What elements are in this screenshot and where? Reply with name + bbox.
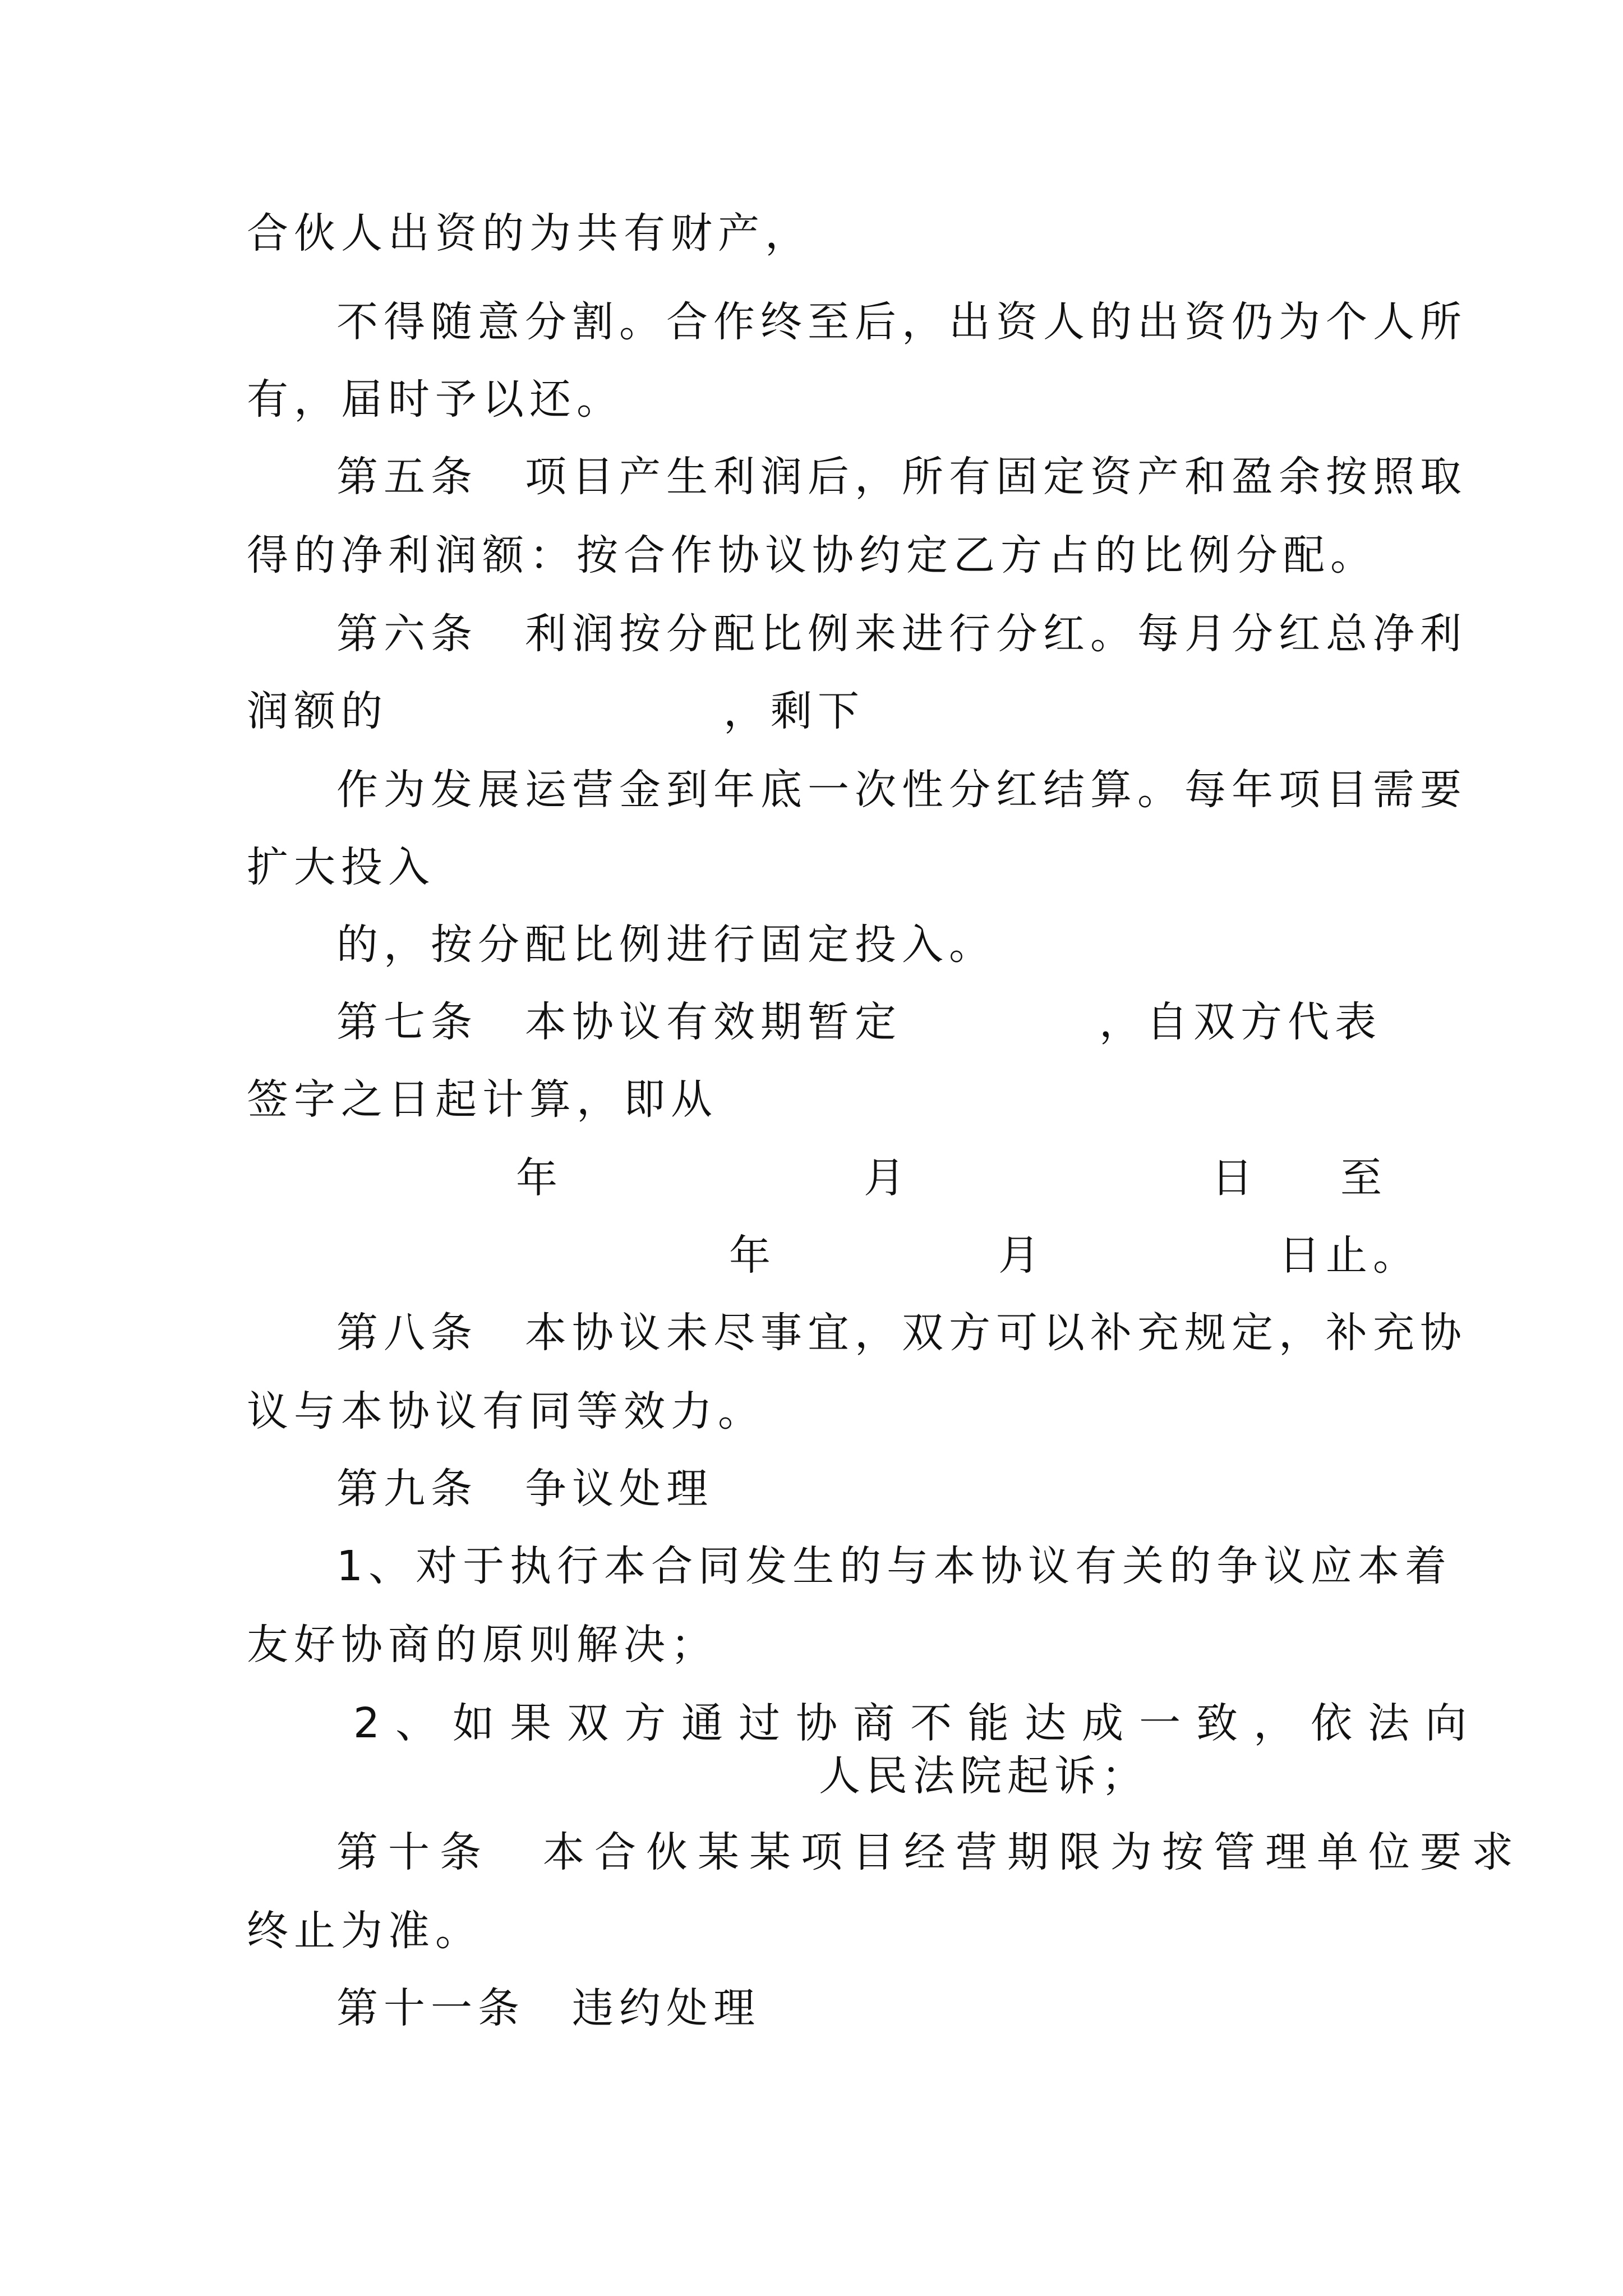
paragraph-line: 人民法院起诉； bbox=[819, 1752, 1149, 1800]
paragraph-line: 合伙人出资的为共有财产， bbox=[247, 209, 812, 257]
paragraph-line: 友好协商的原则解决； bbox=[247, 1621, 718, 1669]
date-end-label: 日止。 bbox=[1279, 1231, 1420, 1280]
date-year-label: 年 bbox=[516, 1154, 563, 1202]
paragraph-line: 得的净利润额：按合作协议协约定乙方占的比例分配。 bbox=[247, 531, 1377, 579]
article-8-heading-line: 第八条 本协议未尽事宜，双方可以补充规定，补充协 bbox=[336, 1309, 1467, 1357]
paragraph-line: 签字之日起计算，即从 bbox=[247, 1075, 718, 1124]
date-month-label: 月 bbox=[864, 1154, 911, 1202]
date-year-label: 年 bbox=[729, 1231, 776, 1280]
paragraph-line: 有，届时予以还。 bbox=[247, 375, 624, 424]
article-9-heading-line: 第九条 争议处理 bbox=[336, 1465, 713, 1513]
paragraph-line: 润额的 bbox=[247, 687, 388, 735]
date-to-label: 至 bbox=[1340, 1154, 1387, 1202]
paragraph-line: 扩大投入 bbox=[247, 843, 435, 891]
date-day-label: 日 bbox=[1211, 1154, 1258, 1202]
article-6-heading-line: 第六条 利润按分配比例来进行分红。每月分红总净利 bbox=[336, 610, 1467, 658]
list-item-2-line: 2、如果双方通过协商不能达成一致，依法向 bbox=[353, 1699, 1483, 1747]
article-7-heading-line: 第七条 本协议有效期暂定 bbox=[336, 998, 902, 1046]
article-11-heading-line: 第十一条 违约处理 bbox=[336, 1984, 760, 2032]
paragraph-line: 终止为准。 bbox=[247, 1907, 482, 1955]
paragraph-line: 不得随意分割。合作终至后，出资人的出资仍为个人所 bbox=[336, 298, 1467, 346]
article-5-heading-line: 第五条 项目产生利润后，所有固定资产和盈余按照取 bbox=[336, 453, 1467, 501]
paragraph-line: 的，按分配比例进行固定投入。 bbox=[336, 921, 996, 969]
date-month-label: 月 bbox=[998, 1231, 1045, 1280]
paragraph-line: 议与本协议有同等效力。 bbox=[247, 1387, 765, 1435]
paragraph-line: 作为发展运营金到年底一次性分红结算。每年项目需要 bbox=[336, 766, 1467, 814]
article-10-heading-line: 第十条 本合伙某某项目经营期限为按管理单位要求 bbox=[336, 1828, 1523, 1876]
list-item-1-line: 1、对于执行本合同发生的与本协议有关的争议应本着 bbox=[336, 1542, 1453, 1590]
paragraph-line: ，自双方代表 bbox=[1099, 998, 1382, 1046]
paragraph-line: ，剩下 bbox=[723, 687, 865, 735]
